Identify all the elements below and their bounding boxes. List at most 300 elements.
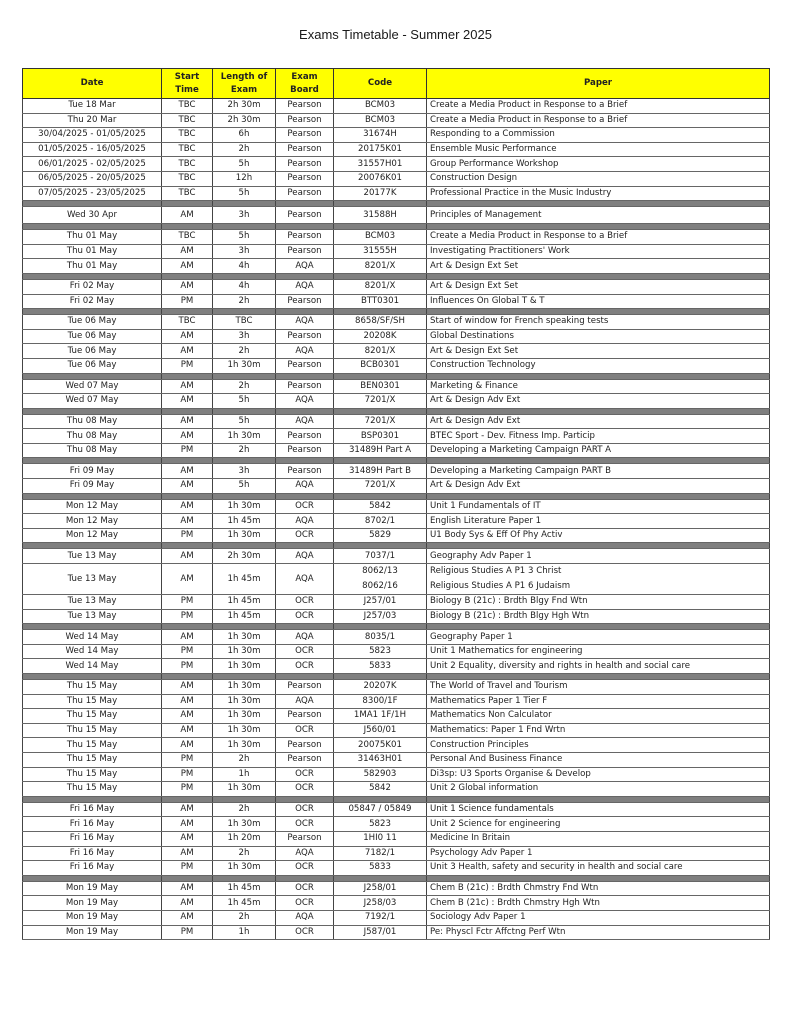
table-row [23, 514, 770, 529]
exam-board-cell: OCR [276, 802, 334, 817]
paper-title-line: Religious Studies A P1 3 Christ [430, 566, 562, 577]
paper-title-cell: Construction Technology [427, 358, 770, 373]
exam-board-cell: Pearson [276, 171, 334, 186]
exam-board-cell: Pearson [276, 738, 334, 753]
exam-date-cell: Thu 08 May [23, 414, 162, 429]
header-text: Board [290, 84, 319, 95]
exam-board-cell: AQA [276, 564, 334, 595]
paper-title-cell: Unit 2 Equality, diversity and rights in health and social care [427, 659, 770, 674]
paper-title-cell: Ensemble Music Performance [427, 142, 770, 157]
column-header-date: Date [23, 69, 162, 99]
paper-title-cell: U1 Body Sys & Eff Of Phy Activ [427, 528, 770, 543]
paper-title-cell: Create a Media Product in Response to a Brief [427, 230, 770, 245]
table-row [23, 171, 770, 186]
exam-board-cell: Pearson [276, 207, 334, 224]
start-time-cell: TBC [162, 99, 213, 114]
exam-length-cell: 1h 30m [213, 723, 276, 738]
exam-board-cell: Pearson [276, 329, 334, 344]
start-time-cell: PM [162, 644, 213, 659]
start-time-cell: AM [162, 329, 213, 344]
start-time-cell: AM [162, 207, 213, 224]
exam-date-cell: Thu 01 May [23, 244, 162, 259]
table-row [23, 479, 770, 494]
start-time-cell: AM [162, 244, 213, 259]
exam-code-cell: 8201/X [334, 259, 427, 274]
exam-board-cell: AQA [276, 414, 334, 429]
exam-date-cell: Fri 02 May [23, 294, 162, 309]
table-row [23, 549, 770, 564]
exam-code-cell: BCM03 [334, 230, 427, 245]
paper-title-cell: Marketing & Finance [427, 379, 770, 394]
exam-code-cell [334, 564, 427, 595]
start-time-cell: AM [162, 564, 213, 595]
exam-code-cell: 05847 / 05849 [334, 802, 427, 817]
paper-title-cell: Geography Adv Paper 1 [427, 549, 770, 564]
table-row [23, 464, 770, 479]
exam-code-line: 8062/16 [362, 581, 398, 592]
exam-date-cell: Fri 02 May [23, 279, 162, 294]
exam-date-cell: Tue 13 May [23, 609, 162, 624]
paper-title-cell: Biology B (21c) : Brdth Blgy Fnd Wtn [427, 595, 770, 610]
start-time-cell: TBC [162, 230, 213, 245]
start-time-cell: TBC [162, 157, 213, 172]
exam-length-cell: 3h [213, 464, 276, 479]
paper-title-cell: Medicine In Britain [427, 831, 770, 846]
start-time-cell: TBC [162, 142, 213, 157]
exam-board-cell: AQA [276, 549, 334, 564]
exam-date-cell: 30/04/2025 - 01/05/2025 [23, 128, 162, 143]
exam-length-cell: 1h 30m [213, 861, 276, 876]
exam-board-cell: OCR [276, 925, 334, 940]
exam-code-cell: J257/01 [334, 595, 427, 610]
exam-length-cell: 1h 45m [213, 564, 276, 595]
table-row [23, 344, 770, 359]
exam-length-cell: 2h [213, 344, 276, 359]
exam-date-cell: Mon 19 May [23, 925, 162, 940]
exam-board-cell: AQA [276, 259, 334, 274]
start-time-cell: AM [162, 464, 213, 479]
exam-date-cell: Wed 14 May [23, 644, 162, 659]
exam-length-cell: 3h [213, 207, 276, 224]
start-time-cell: AM [162, 910, 213, 925]
exam-code-cell: BCM03 [334, 113, 427, 128]
exam-board-cell: Pearson [276, 752, 334, 767]
start-time-cell: AM [162, 279, 213, 294]
paper-title-cell: Responding to a Commission [427, 128, 770, 143]
column-header-length [213, 69, 276, 99]
exam-length-cell: 3h [213, 329, 276, 344]
table-row [23, 294, 770, 309]
exam-board-cell: Pearson [276, 186, 334, 201]
table-row [23, 723, 770, 738]
column-header-start-time [162, 69, 213, 99]
exam-length-cell: 1h 30m [213, 738, 276, 753]
paper-title-cell: Pe: Physcl Fctr Affctng Perf Wtn [427, 925, 770, 940]
start-time-cell: AM [162, 499, 213, 514]
exam-code-cell: 7182/1 [334, 846, 427, 861]
exam-date-cell: Thu 08 May [23, 443, 162, 458]
table-row [23, 861, 770, 876]
table-row [23, 564, 770, 595]
exam-board-cell: Pearson [276, 379, 334, 394]
exam-date-cell: 01/05/2025 - 16/05/2025 [23, 142, 162, 157]
exam-date-cell: Thu 08 May [23, 429, 162, 444]
start-time-cell: TBC [162, 186, 213, 201]
paper-title-cell: Start of window for French speaking tests [427, 315, 770, 330]
exam-length-cell: 1h 45m [213, 595, 276, 610]
start-time-cell: PM [162, 925, 213, 940]
paper-title-cell: Global Destinations [427, 329, 770, 344]
exam-board-cell: AQA [276, 846, 334, 861]
paper-title-cell: Mathematics Non Calculator [427, 709, 770, 724]
paper-title-cell: Art & Design Ext Set [427, 344, 770, 359]
exam-code-cell: 31555H [334, 244, 427, 259]
exam-board-cell: AQA [276, 630, 334, 645]
exam-date-cell: Mon 12 May [23, 499, 162, 514]
exam-code-cell: 31463H01 [334, 752, 427, 767]
paper-title-cell: English Literature Paper 1 [427, 514, 770, 529]
exam-code-cell: 8035/1 [334, 630, 427, 645]
exam-board-cell: Pearson [276, 244, 334, 259]
exam-code-cell: 7037/1 [334, 549, 427, 564]
start-time-cell: TBC [162, 113, 213, 128]
start-time-cell: AM [162, 344, 213, 359]
exam-board-cell: OCR [276, 659, 334, 674]
exam-code-cell: 5833 [334, 861, 427, 876]
exam-code-cell: 8702/1 [334, 514, 427, 529]
exam-board-cell: Pearson [276, 230, 334, 245]
paper-title-cell: Developing a Marketing Campaign PART A [427, 443, 770, 458]
exam-board-cell: OCR [276, 528, 334, 543]
exam-board-cell: OCR [276, 723, 334, 738]
exam-code-cell: 8300/1F [334, 694, 427, 709]
table-row [23, 315, 770, 330]
start-time-cell: AM [162, 802, 213, 817]
exam-length-cell: 1h 20m [213, 831, 276, 846]
start-time-cell: PM [162, 659, 213, 674]
exam-board-cell: Pearson [276, 113, 334, 128]
exam-code-cell: BTT0301 [334, 294, 427, 309]
start-time-cell: PM [162, 358, 213, 373]
exam-date-cell: Mon 12 May [23, 514, 162, 529]
exam-length-cell: 1h 30m [213, 429, 276, 444]
start-time-cell: PM [162, 595, 213, 610]
start-time-cell: AM [162, 896, 213, 911]
table-row [23, 279, 770, 294]
exam-length-cell: 1h 45m [213, 514, 276, 529]
exam-length-cell: TBC [213, 315, 276, 330]
exam-date-cell: Thu 15 May [23, 709, 162, 724]
paper-title-cell: The World of Travel and Tourism [427, 680, 770, 695]
exam-board-cell: AQA [276, 344, 334, 359]
exam-length-cell: 1h 30m [213, 528, 276, 543]
exam-code-cell: 31557H01 [334, 157, 427, 172]
exam-length-cell: 1h 45m [213, 896, 276, 911]
paper-title-cell: Sociology Adv Paper 1 [427, 910, 770, 925]
exam-length-cell: 5h [213, 157, 276, 172]
exam-board-cell: AQA [276, 279, 334, 294]
start-time-cell: AM [162, 817, 213, 832]
exam-board-cell: OCR [276, 644, 334, 659]
exam-length-cell: 1h 30m [213, 644, 276, 659]
exam-code-cell: 20075K01 [334, 738, 427, 753]
table-row [23, 157, 770, 172]
exam-code-cell: 5842 [334, 782, 427, 797]
exam-length-cell: 1h 30m [213, 659, 276, 674]
exam-board-cell: OCR [276, 881, 334, 896]
table-row [23, 207, 770, 224]
start-time-cell: AM [162, 549, 213, 564]
exam-length-cell: 1h 30m [213, 817, 276, 832]
exam-date-cell: Tue 13 May [23, 549, 162, 564]
start-time-cell: AM [162, 680, 213, 695]
header-text: Exam [291, 71, 318, 82]
table-row [23, 881, 770, 896]
table-row [23, 738, 770, 753]
start-time-cell: AM [162, 429, 213, 444]
exam-length-cell: 1h 45m [213, 609, 276, 624]
page-title: Exams Timetable - Summer 2025 [299, 27, 492, 42]
table-row [23, 910, 770, 925]
table-row [23, 782, 770, 797]
paper-title-cell: Construction Principles [427, 738, 770, 753]
exam-date-cell: Thu 15 May [23, 723, 162, 738]
paper-title-cell: Personal And Business Finance [427, 752, 770, 767]
exam-code-cell: 20177K [334, 186, 427, 201]
table-row [23, 443, 770, 458]
exam-date-cell: Wed 07 May [23, 394, 162, 409]
exam-length-cell: 1h 30m [213, 694, 276, 709]
table-row [23, 680, 770, 695]
paper-title-cell [427, 564, 770, 595]
table-row [23, 244, 770, 259]
table-row [23, 752, 770, 767]
exam-date-cell: Wed 14 May [23, 630, 162, 645]
start-time-cell: AM [162, 846, 213, 861]
exam-length-cell: 1h 30m [213, 499, 276, 514]
paper-title-cell: Geography Paper 1 [427, 630, 770, 645]
exam-length-cell: 12h [213, 171, 276, 186]
exam-board-cell: Pearson [276, 358, 334, 373]
table-row [23, 767, 770, 782]
exam-length-cell: 2h [213, 802, 276, 817]
start-time-cell: TBC [162, 171, 213, 186]
exam-date-cell: Thu 20 Mar [23, 113, 162, 128]
exam-board-cell: AQA [276, 479, 334, 494]
exam-code-cell: 1HI0 11 [334, 831, 427, 846]
exam-board-cell: Pearson [276, 831, 334, 846]
exam-board-cell: Pearson [276, 128, 334, 143]
exam-code-cell: J258/01 [334, 881, 427, 896]
exam-length-cell: 5h [213, 414, 276, 429]
exam-board-cell: OCR [276, 896, 334, 911]
exam-length-cell: 2h 30m [213, 99, 276, 114]
exam-code-cell: 31674H [334, 128, 427, 143]
start-time-cell: AM [162, 379, 213, 394]
table-row [23, 802, 770, 817]
exam-length-cell: 1h [213, 925, 276, 940]
exam-timetable [22, 68, 770, 940]
start-time-cell: PM [162, 861, 213, 876]
exam-board-cell: AQA [276, 315, 334, 330]
paper-title-cell: Create a Media Product in Response to a Brief [427, 99, 770, 114]
exam-code-cell: 7201/X [334, 394, 427, 409]
exam-code-cell: 5823 [334, 817, 427, 832]
start-time-cell: AM [162, 694, 213, 709]
header-text: Length of [220, 71, 268, 82]
start-time-cell: TBC [162, 315, 213, 330]
exam-length-cell: 5h [213, 394, 276, 409]
exam-date-cell: Tue 06 May [23, 344, 162, 359]
exam-code-cell: 20208K [334, 329, 427, 344]
paper-title-cell: Investigating Practitioners' Work [427, 244, 770, 259]
exam-date-cell: Mon 19 May [23, 881, 162, 896]
paper-title-cell: Art & Design Adv Ext [427, 479, 770, 494]
exam-date-cell: 06/05/2025 - 20/05/2025 [23, 171, 162, 186]
exam-length-cell: 2h [213, 910, 276, 925]
start-time-cell: AM [162, 479, 213, 494]
exam-date-cell: Thu 15 May [23, 767, 162, 782]
exam-length-cell: 1h 30m [213, 782, 276, 797]
exam-board-cell: OCR [276, 817, 334, 832]
table-row [23, 99, 770, 114]
exam-board-cell: Pearson [276, 157, 334, 172]
exam-date-cell: Fri 09 May [23, 464, 162, 479]
exam-length-cell: 2h 30m [213, 549, 276, 564]
exam-board-cell: AQA [276, 910, 334, 925]
exam-board-cell: Pearson [276, 464, 334, 479]
paper-title-cell: Mathematics: Paper 1 Fnd Wrtn [427, 723, 770, 738]
table-row [23, 414, 770, 429]
table-row [23, 394, 770, 409]
exam-code-cell: 8658/SF/SH [334, 315, 427, 330]
exam-code-cell: 7201/X [334, 479, 427, 494]
exam-code-cell: 20076K01 [334, 171, 427, 186]
exam-code-cell: J587/01 [334, 925, 427, 940]
table-row [23, 609, 770, 624]
paper-title-cell: Create a Media Product in Response to a Brief [427, 113, 770, 128]
table-row [23, 358, 770, 373]
table-row [23, 113, 770, 128]
exam-board-cell: OCR [276, 782, 334, 797]
start-time-cell: PM [162, 443, 213, 458]
paper-title-cell: Biology B (21c) : Brdth Blgy Hgh Wtn [427, 609, 770, 624]
exam-code-cell: 5829 [334, 528, 427, 543]
header-text: Time [175, 84, 199, 95]
table-row [23, 528, 770, 543]
start-time-cell: AM [162, 709, 213, 724]
paper-title-cell: Mathematics Paper 1 Tier F [427, 694, 770, 709]
exam-length-cell: 5h [213, 230, 276, 245]
exam-date-cell: Tue 18 Mar [23, 99, 162, 114]
paper-title-cell: Unit 2 Science for engineering [427, 817, 770, 832]
start-time-cell: PM [162, 782, 213, 797]
paper-title-cell: Di3sp: U3 Sports Organise & Develop [427, 767, 770, 782]
exam-code-cell: 31588H [334, 207, 427, 224]
table-row [23, 817, 770, 832]
column-header-paper: Paper [427, 69, 770, 99]
exam-date-cell: Thu 15 May [23, 752, 162, 767]
exam-board-cell: OCR [276, 595, 334, 610]
table-row [23, 230, 770, 245]
exam-length-cell: 2h [213, 846, 276, 861]
exam-length-cell: 2h [213, 752, 276, 767]
exam-code-cell: 582903 [334, 767, 427, 782]
exam-code-cell: J560/01 [334, 723, 427, 738]
exam-date-cell: Wed 07 May [23, 379, 162, 394]
exam-code-cell: 1MA1 1F/1H [334, 709, 427, 724]
exam-code-cell: J258/03 [334, 896, 427, 911]
exam-length-cell: 1h 30m [213, 680, 276, 695]
paper-title-cell: Developing a Marketing Campaign PART B [427, 464, 770, 479]
exam-length-cell: 1h [213, 767, 276, 782]
exam-length-cell: 5h [213, 186, 276, 201]
table-row [23, 644, 770, 659]
exam-board-cell: AQA [276, 514, 334, 529]
header-text: Exam [230, 84, 258, 95]
exam-length-cell: 2h [213, 443, 276, 458]
exam-board-cell: AQA [276, 694, 334, 709]
table-row [23, 329, 770, 344]
paper-title-cell: Group Performance Workshop [427, 157, 770, 172]
table-row [23, 595, 770, 610]
column-header-code: Code [334, 69, 427, 99]
exam-board-cell: AQA [276, 394, 334, 409]
exam-code-cell: 8201/X [334, 279, 427, 294]
exam-date-cell: Tue 06 May [23, 358, 162, 373]
exam-length-cell: 2h [213, 142, 276, 157]
start-time-cell: AM [162, 394, 213, 409]
exam-board-cell: Pearson [276, 294, 334, 309]
exam-code-cell: 8201/X [334, 344, 427, 359]
paper-title-cell: Art & Design Ext Set [427, 279, 770, 294]
exam-date-cell: Thu 01 May [23, 230, 162, 245]
timetable-body [23, 99, 770, 940]
exam-code-cell: 7192/1 [334, 910, 427, 925]
paper-title-cell: Chem B (21c) : Brdth Chmstry Fnd Wtn [427, 881, 770, 896]
table-row [23, 709, 770, 724]
exam-date-cell: Mon 12 May [23, 528, 162, 543]
exam-date-cell: Thu 15 May [23, 782, 162, 797]
exam-length-cell: 1h 45m [213, 881, 276, 896]
exam-code-cell: BCM03 [334, 99, 427, 114]
start-time-cell: AM [162, 881, 213, 896]
exam-board-cell: Pearson [276, 429, 334, 444]
start-time-cell: AM [162, 259, 213, 274]
exam-date-cell: Thu 15 May [23, 738, 162, 753]
paper-title-cell: Unit 1 Science fundamentals [427, 802, 770, 817]
table-row [23, 831, 770, 846]
exam-code-cell: 5823 [334, 644, 427, 659]
header-text: Start [174, 71, 200, 82]
start-time-cell: PM [162, 767, 213, 782]
exam-board-cell: Pearson [276, 142, 334, 157]
exam-date-cell: Thu 15 May [23, 694, 162, 709]
exam-date-cell: Tue 06 May [23, 329, 162, 344]
exam-board-cell: Pearson [276, 99, 334, 114]
exam-board-cell: OCR [276, 861, 334, 876]
paper-title-cell: Art & Design Ext Set [427, 259, 770, 274]
exam-code-cell: 20175K01 [334, 142, 427, 157]
paper-title-cell: Principles of Management [427, 207, 770, 224]
start-time-cell: AM [162, 630, 213, 645]
paper-title-cell: Construction Design [427, 171, 770, 186]
paper-title-cell: Influences On Global T & T [427, 294, 770, 309]
exam-date-cell: Thu 01 May [23, 259, 162, 274]
exam-date-cell: Thu 15 May [23, 680, 162, 695]
exam-code-cell: BCB0301 [334, 358, 427, 373]
start-time-cell: AM [162, 723, 213, 738]
